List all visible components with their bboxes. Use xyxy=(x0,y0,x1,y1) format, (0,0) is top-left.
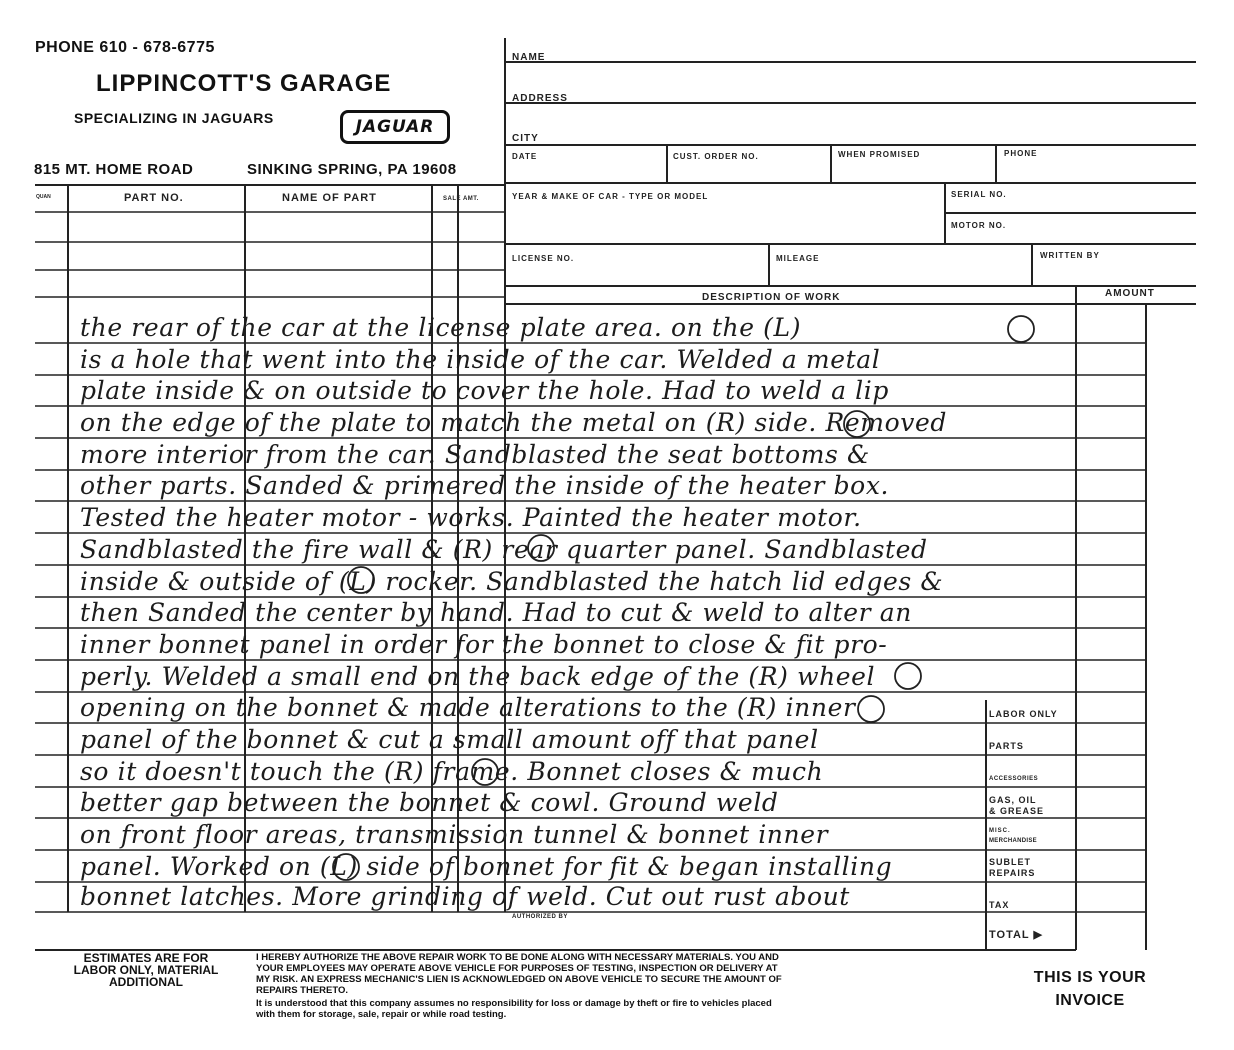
merchandise-label: MERCHANDISE xyxy=(989,838,1037,844)
handwritten-line: so it doesn't touch the (R) frame. Bonnet closes & much xyxy=(80,757,824,786)
license-label: LICENSE NO. xyxy=(512,254,575,263)
invoice-line: INVOICE xyxy=(1055,992,1125,1009)
written-by-label: WRITTEN BY xyxy=(1040,251,1100,260)
when-promised-label: WHEN PROMISED xyxy=(838,150,921,159)
disclaimer-line: It is understood that this company assumes no responsibility for loss or damage by theft or fire to vehicles placed xyxy=(256,998,772,1009)
serial-label: SERIAL NO. xyxy=(951,190,1007,199)
parts-label: PARTS xyxy=(989,741,1024,751)
handwritten-line: inner bonnet panel in order for the bonnet to close & fit pro- xyxy=(80,630,888,659)
amount-header: AMOUNT xyxy=(1105,288,1155,299)
city-label: CITY xyxy=(512,133,539,144)
tax-label: TAX xyxy=(989,900,1010,910)
estimates-note xyxy=(46,952,246,988)
authorization-text xyxy=(256,952,981,996)
name-of-part-header: NAME OF PART xyxy=(282,192,377,204)
date-label: DATE xyxy=(512,152,538,161)
grease-label: & GREASE xyxy=(989,806,1045,816)
handwritten-line: bonnet latches. More grinding of weld. Cut out rust about xyxy=(80,882,850,911)
year-make-label: YEAR & MAKE OF CAR - TYPE OR MODEL xyxy=(512,192,709,201)
estimates-line: ESTIMATES ARE FOR xyxy=(83,951,209,965)
handwritten-line: more interior from the car. Sandblasted the seat bottoms & xyxy=(80,440,870,469)
handwritten-line: Sandblasted the fire wall & (R) rear quarter panel. Sandblasted xyxy=(80,535,928,564)
handwritten-line: panel of the bonnet & cut a small amount off that panel xyxy=(80,725,819,754)
business-street: 815 MT. HOME ROAD xyxy=(34,161,194,178)
quan-header: QUAN xyxy=(36,194,51,200)
name-label: NAME xyxy=(512,52,546,63)
total-label: TOTAL ▶ xyxy=(989,929,1043,941)
address-label: ADDRESS xyxy=(512,93,568,104)
handwritten-line: the rear of the car at the license plate area. on the (L) xyxy=(80,313,802,342)
labor-only-label: LABOR ONLY xyxy=(989,709,1058,719)
estimates-line: LABOR ONLY, MATERIAL xyxy=(73,963,219,977)
accessories-label: ACCESSORIES xyxy=(989,776,1039,782)
authorization-line: REPAIRS THERETO. xyxy=(256,985,349,996)
sale-amt-header: SALE AMT. xyxy=(443,196,479,202)
handwritten-line: perly. Welded a small end on the back edge of the (R) wheel xyxy=(80,662,876,691)
handwritten-line: opening on the bonnet & made alterations to the (R) inner xyxy=(80,693,856,722)
handwritten-line: panel. Worked on (L) side of bonnet for fit & began installing xyxy=(80,852,893,881)
handwritten-line: plate inside & on outside to cover the hole. Had to weld a lip xyxy=(80,376,889,405)
estimates-line: ADDITIONAL xyxy=(109,975,183,989)
authorization-line: MY RISK. AN EXPRESS MECHANIC'S LIEN IS ACKNOWLEDGED ON ABOVE VEHICLE TO SECURE THE AMOUNT OF xyxy=(256,974,782,985)
business-city-state: SINKING SPRING, PA 19608 xyxy=(247,161,457,178)
handwritten-line: then Sanded the center by hand. Had to cut & weld to alter an xyxy=(80,598,912,627)
misc-label: MISC. xyxy=(989,828,1011,834)
business-specialty: SPECIALIZING IN JAGUARS xyxy=(74,110,274,126)
disclaimer-text xyxy=(256,998,981,1020)
handwritten-line: other parts. Sanded & primered the inside of the heater box. xyxy=(80,471,890,500)
mileage-label: MILEAGE xyxy=(776,254,820,263)
repairs-label: REPAIRS xyxy=(989,868,1036,878)
authorized-by-label: AUTHORIZED BY xyxy=(512,914,568,920)
jaguar-logo-text: JAGUAR xyxy=(355,117,435,137)
business-name: LIPPINCOTT'S GARAGE xyxy=(96,70,392,97)
gas-oil-label: GAS, OIL xyxy=(989,795,1037,805)
business-phone: PHONE 610 - 678-6775 xyxy=(35,39,215,56)
handwritten-line: is a hole that went into the inside of the car. Welded a metal xyxy=(80,345,881,374)
invoice-line: THIS IS YOUR xyxy=(1033,969,1147,986)
cust-order-label: CUST. ORDER NO. xyxy=(673,152,759,161)
authorization-line: YOUR EMPLOYEES MAY OPERATE ABOVE VEHICLE FOR PURPOSES OF TESTING, INSPECTION OR DELIVERY AT xyxy=(256,963,778,974)
motor-label: MOTOR NO. xyxy=(951,221,1007,230)
handwritten-line: on the edge of the plate to match the metal on (R) side. Removed xyxy=(80,408,947,437)
handwritten-line: Tested the heater motor - works. Painted the heater motor. xyxy=(80,503,862,532)
handwritten-line: inside & outside of (L) rocker. Sandblasted the hatch lid edges & xyxy=(80,567,944,596)
jaguar-logo xyxy=(340,110,450,144)
authorization-line: I HEREBY AUTHORIZE THE ABOVE REPAIR WORK TO BE DONE ALONG WITH NECESSARY MATERIALS. YOU AND xyxy=(256,952,779,963)
part-no-header: PART NO. xyxy=(124,192,184,204)
invoice-note xyxy=(1010,966,1170,1012)
handwritten-line: better gap between the bonnet & cowl. Ground weld xyxy=(80,788,779,817)
handwritten-line: on front floor areas, transmission tunnel & bonnet inner xyxy=(80,820,829,849)
disclaimer-line: with them for storage, sale, repair or while road testing. xyxy=(256,1009,507,1020)
phone-label: PHONE xyxy=(1004,149,1038,158)
sublet-label: SUBLET xyxy=(989,857,1031,867)
description-header: DESCRIPTION OF WORK xyxy=(702,292,841,303)
